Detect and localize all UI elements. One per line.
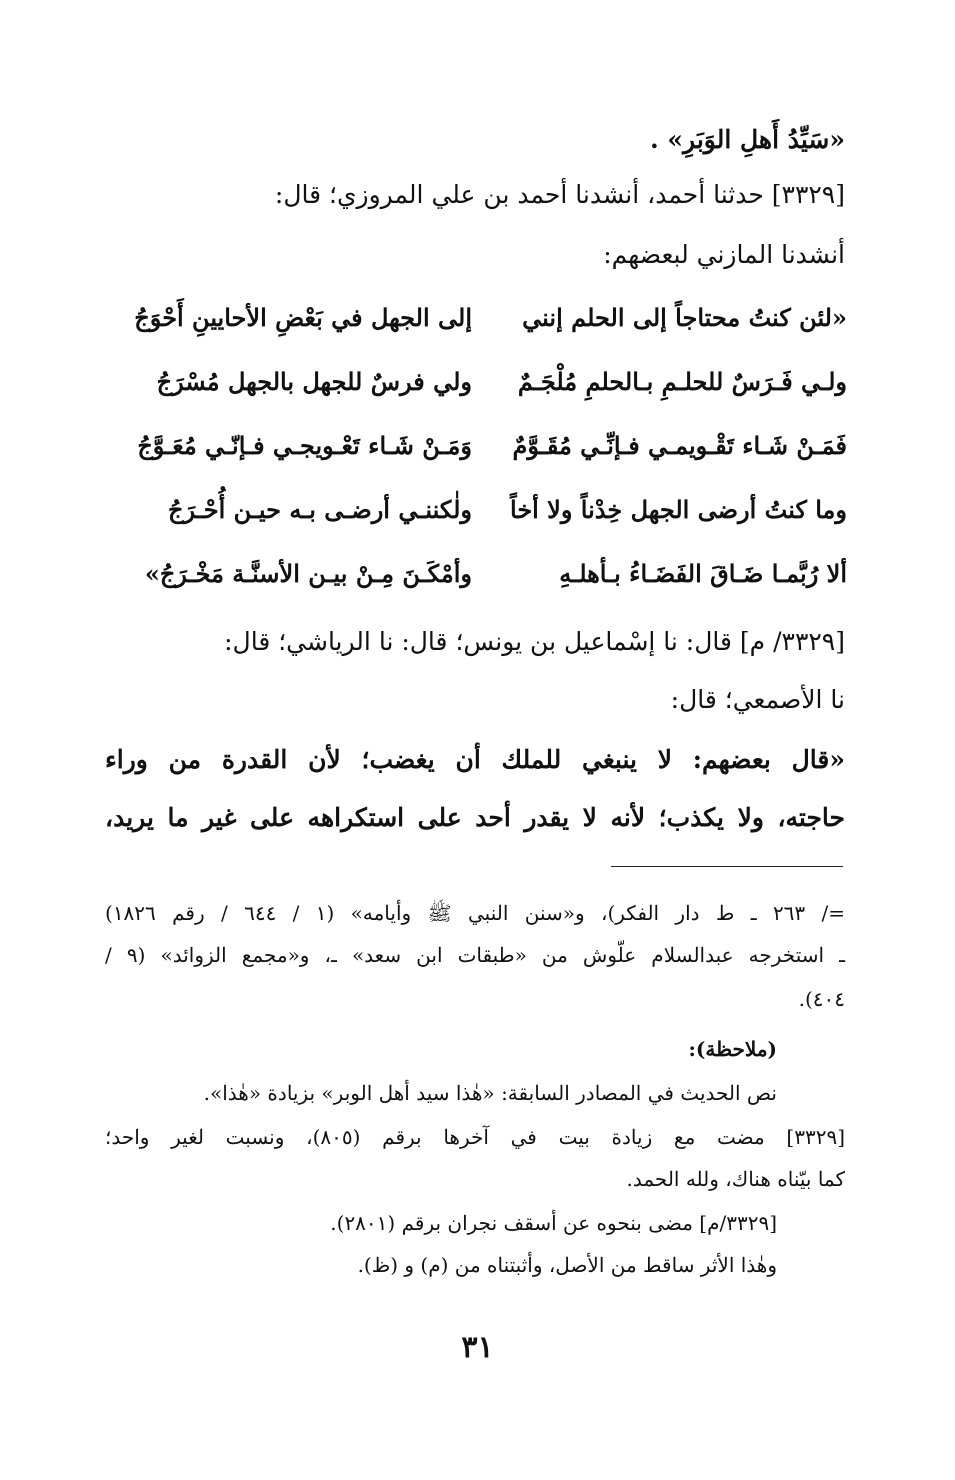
footnote-note-heading: (ملاحظة): [688,1037,777,1061]
hadith-3329m-text-2: حاجته، ولا يكذب؛ لأنه لا يقدر أحد على استكراهه على غير ما يريد، [105,803,845,832]
verse-4-first-hemistich: وما كنتُ أرضى الجهل خِدْناً ولا أخاً [510,495,847,524]
verse-1-second-hemistich: إلى الجهل في بَعْضِ الأحايينِ أَحْوَجُ [134,303,472,332]
verse-1-first-hemistich: «لئن كنتُ محتاجاً إلى الحلم إنني [522,303,847,332]
footnote-separator [611,866,843,867]
footnote-note-text: نص الحديث في المصادر السابقة: «هٰذا سيد أهل الوبر» بزيادة «هٰذا». [203,1081,777,1105]
poem-intro: أنشدنا المازني لبعضهم: [603,240,845,269]
hadith-3329-intro: [٣٣٢٩] حدثنا أحمد، أنشدنا أحمد بن علي المروزي؛ قال: [274,180,845,209]
poem-verse-4 [105,488,847,532]
footnote-line-7: وهٰذا الأثر ساقط من الأصل، وأثبتناه من (م) و (ظ). [357,1253,777,1277]
verse-5-second-hemistich: وأمْكَـنَ مِـنْ بيـن الأسنَّـة مَخْـرَجُ» [144,559,472,588]
verse-3-second-hemistich: وَمَـنْ شَـاء تَعْـويجـي فـإنّـي مُعَـوَّجُ [137,431,472,460]
poem-verse-5 [105,552,847,596]
verse-4-second-hemistich: ولٰكننـي أرضـى بـه حيـن أُحْـرَجُ [168,495,472,524]
hadith-3329m-intro-cont: نا الأصمعي؛ قال: [670,685,845,714]
hadith-3329m-text-1: «قال بعضهم: لا ينبغي للملك أن يغضب؛ لأن القدرة من وراء [105,745,845,774]
verse-5-first-hemistich: ألا رُبَّمـا ضَـاقَ الفَضَـاءُ بـأهلـهِ [559,559,847,588]
poem-verse-2 [105,360,847,404]
footnote-line-5: كما بيّناه هناك، ولله الحمد. [626,1167,845,1191]
footnote-line-2: ـ استخرجه عبدالسلام علّوش من «طبقات ابن سعد» ـ، و«مجمع الزوائد» (٩ / [105,943,845,967]
hadith-quote-line: «سَيِّدُ أَهلِ الوَبَرِ» . [650,125,845,154]
poem-verse-3 [105,424,847,468]
hadith-3329m-intro: [٣٣٢٩/ م] قال: نا إسْماعيل بن يونس؛ قال: نا الرياشي؛ قال: [224,627,845,656]
verse-2-second-hemistich: ولي فرسٌ للجهل بالجهل مُسْرَجُ [156,367,472,396]
footnote-line-4: [٣٣٢٩] مضت مع زيادة بيت في آخرها برقم (٨٠٥)، ونسبت لغير واحد؛ [105,1125,845,1149]
footnote-line-1: =/ ٢٦٣ ـ ط دار الفكر)، و«سنن النبي ﷺ وأيامه» (١ / ٦٤٤ / رقم ١٨٢٦) [105,901,846,925]
footnote-line-3: ٤٠٤). [798,987,845,1011]
footnote-line-6: [٣٣٢٩/م] مضى بنحوه عن أسقف نجران برقم (٢٨٠١). [330,1211,777,1235]
verse-3-first-hemistich: فَمَـنْ شَـاء تَقْـويمـي فـإنِّـي مُقَـوَّمٌ [512,431,847,460]
poem-verse-1 [105,296,847,340]
verse-2-first-hemistich: ولـي فَـرَسٌ للحلـمِ بـالحلمِ مُلْجَـمٌ [517,367,847,396]
page-number: ٣١ [461,1330,494,1365]
